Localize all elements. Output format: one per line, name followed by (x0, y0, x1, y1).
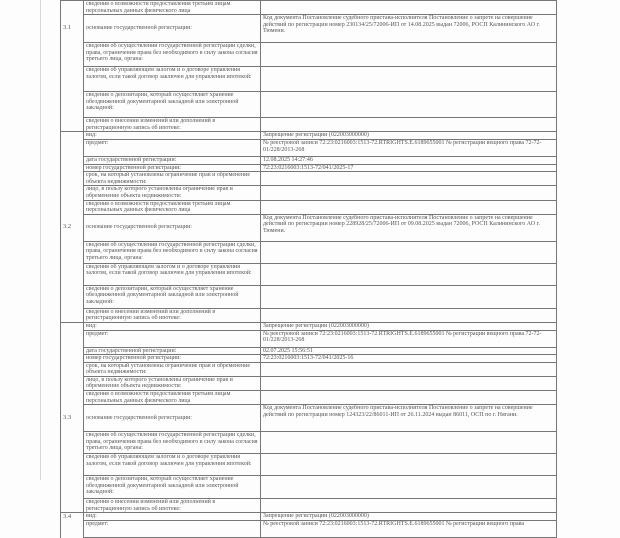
field-label-osnov: основание государственной регистрации: (84, 214, 261, 241)
table-row-nomer (61, 164, 557, 172)
field-value-osush (261, 432, 557, 454)
field-value-osush (261, 43, 557, 67)
field-label-vnes: сведения о внесении изменений или дополнений в регистрационную запись об ипотеке: (84, 499, 261, 513)
field-label-osnov: основание государственной регистрации: (84, 15, 261, 43)
field-label-upr: сведения об управляющем залогом и о договоре управления залогом, если такой договор заключен для управления ипотекой: (84, 263, 261, 285)
field-label-vid: вид: (84, 322, 261, 330)
table-row-vnes (61, 499, 557, 513)
section-number (61, 347, 84, 355)
encumbrance-table (60, 0, 557, 538)
field-label-vnes: сведения о внесении изменений или дополнений в регистрационную запись об ипотеке: (84, 308, 261, 322)
field-value-osush (261, 241, 557, 263)
field-label-depo: сведения о депозитарии, который осуществляет хранение обездвиженной документарной закладной или электронной закладной: (84, 285, 261, 308)
field-value-predmet: № реестровой записи 72:23:0216003:1513-72.RTRIGHTS.E.6189655001 № регистрации вещного права 72-72-01/228/2013-268 (261, 330, 557, 347)
table-row-osush (61, 241, 557, 263)
field-label-upr: сведения об управляющем залогом и о договоре управления залогом, если такой договор заключен для управления ипотекой: (84, 67, 261, 92)
field-value-vid: Запрещение регистрации (022003000000) (261, 132, 557, 140)
field-label-nomer: номер государственной регистрации: (84, 355, 261, 363)
table-row-osnov (61, 405, 557, 432)
table-row-vnes (61, 308, 557, 322)
table-row-vozm (61, 200, 557, 214)
section-number (61, 156, 84, 164)
table-row-predmet (61, 139, 557, 156)
section-number (61, 454, 84, 476)
table-row-osush (61, 43, 557, 67)
table-row-vid (61, 322, 557, 330)
field-label-data: дата государственной регистрации: (84, 156, 261, 164)
field-value-predmet: № реестровой записи 72:23:0216003:1513-72.RTRIGHTS.E.6189655001 № регистрации вещного права (261, 521, 557, 538)
section-number: 3.1 (61, 15, 84, 43)
section-number (61, 376, 84, 390)
field-label-srok: срок, на который установлены ограничение прав и обременение объекта недвижимости: (84, 362, 261, 376)
field-label-vid: вид: (84, 132, 261, 140)
section-number (61, 432, 84, 454)
table-row-srok (61, 172, 557, 186)
field-value-lico (261, 186, 557, 200)
section-number (61, 43, 84, 67)
section-number (61, 132, 84, 140)
field-label-lico: лицо, в пользу которого установлены ограничение прав и обременение объекта недвижимости: (84, 186, 261, 200)
field-label-predmet: предмет: (84, 330, 261, 347)
section-number (61, 330, 84, 347)
section-number (61, 355, 84, 363)
table-row-srok (61, 362, 557, 376)
section-number: 3.2 (61, 214, 84, 241)
section-number (61, 139, 84, 156)
field-value-vozm (261, 391, 557, 405)
section-number (61, 172, 84, 186)
section-number (61, 285, 84, 308)
field-value-vozm (261, 200, 557, 214)
table-row-vozm (61, 1, 557, 15)
field-value-depo (261, 476, 557, 499)
field-label-srok: срок, на который установлены ограничение прав и обременение объекта недвижимости: (84, 172, 261, 186)
section-number (61, 200, 84, 214)
section-number: 3.3 (61, 405, 84, 432)
table-row-lico (61, 186, 557, 200)
table-row-osnov (61, 15, 557, 43)
field-label-vid: вид: (84, 513, 261, 521)
page-edge-line (40, 0, 41, 480)
section-number: 3.4 (61, 513, 84, 521)
section-number (61, 92, 84, 118)
section-number (61, 67, 84, 92)
table-row-data (61, 347, 557, 355)
table-row-lico (61, 376, 557, 390)
section-number (61, 362, 84, 376)
field-value-upr (261, 454, 557, 476)
table-row-depo (61, 285, 557, 308)
field-value-depo (261, 92, 557, 118)
section-number (61, 308, 84, 322)
field-label-data: дата государственной регистрации: (84, 347, 261, 355)
section-number (61, 322, 84, 330)
field-label-depo: сведения о депозитарии, который осуществляет хранение обездвиженной документарной закладной или электронной закладной: (84, 92, 261, 118)
field-value-data: 12.08.2025 14:27:46 (261, 156, 557, 164)
field-value-vid: Запрещение регистрации (022003000000) (261, 513, 557, 521)
field-label-predmet: предмет: (84, 521, 261, 538)
field-label-vnes: сведения о внесении изменений или дополнений в регистрационную запись об ипотеке: (84, 118, 261, 132)
table-row-vid (61, 132, 557, 140)
field-label-nomer: номер государственной регистрации: (84, 164, 261, 172)
field-label-vozm: сведения о возможности предоставления третьим лицам персональных данных физического лица (84, 1, 261, 15)
field-label-osush: сведения об осуществлении государственной регистрации сделки, права, ограничения права без необходимого в силу закона согласия третьего лица, органа: (84, 432, 261, 454)
field-label-lico: лицо, в пользу которого установлены ограничение прав и обременение объекта недвижимости: (84, 376, 261, 390)
table-row-depo (61, 92, 557, 118)
field-label-predmet: предмет: (84, 139, 261, 156)
table-row-upr (61, 454, 557, 476)
table-row-upr (61, 263, 557, 285)
field-value-osnov: Код документа Постановление судебного пристава-исполнителя Постановление о запрете на совершение действий по регистрации номер 124323/22/86011-ИП от 26.11.2024 выдан 86011, ОСП по г. Нягани. (261, 405, 557, 432)
table-row-data (61, 156, 557, 164)
field-label-osnov: основание государственной регистрации: (84, 405, 261, 432)
field-value-upr (261, 263, 557, 285)
field-label-depo: сведения о депозитарии, который осуществляет хранение обездвиженной документарной закладной или электронной закладной: (84, 476, 261, 499)
field-label-osush: сведения об осуществлении государственной регистрации сделки, права, ограничения права без необходимого в силу закона согласия третьего лица, органа: (84, 43, 261, 67)
field-value-upr (261, 67, 557, 92)
field-value-vnes (261, 499, 557, 513)
field-value-osnov: Код документа Постановление судебного пристава-исполнителя Постановление о запрете на совершение действий по регистрации номер 230134/25/72006-ИП от 14.08.2025 выдан 72006, РОСП Калининского АО г. Тюмени. (261, 15, 557, 43)
field-label-osush: сведения об осуществлении государственной регистрации сделки, права, ограничения права без необходимого в силу закона согласия третьего лица, органа: (84, 241, 261, 263)
field-value-depo (261, 285, 557, 308)
field-value-vid: Запрещение регистрации (022003000000) (261, 322, 557, 330)
table-row-osush (61, 432, 557, 454)
field-label-vozm: сведения о возможности предоставления третьим лицам персональных данных физического лица (84, 391, 261, 405)
section-number (61, 186, 84, 200)
field-value-osnov: Код документа Постановление судебного пристава-исполнителя Постановление о запрете на совершение действий по регистрации номер 228928/25/72006-ИП от 09.08.2025 выдан 72006, РОСП Калининского АО г. Тюмени. (261, 214, 557, 241)
section-number (61, 164, 84, 172)
table-row-vid (61, 513, 557, 521)
field-value-srok (261, 172, 557, 186)
table-row-depo (61, 476, 557, 499)
section-number (61, 263, 84, 285)
section-number (61, 476, 84, 499)
section-number (61, 118, 84, 132)
field-value-vnes (261, 308, 557, 322)
section-number (61, 521, 84, 538)
field-value-vnes (261, 118, 557, 132)
table-row-upr (61, 67, 557, 92)
section-number (61, 499, 84, 513)
field-label-vozm: сведения о возможности предоставления третьим лицам персональных данных физического лица (84, 200, 261, 214)
field-value-nomer: 72:23:0216003:1513-72/041/2025-16 (261, 355, 557, 363)
field-value-lico (261, 376, 557, 390)
section-number (61, 1, 84, 15)
field-value-srok (261, 362, 557, 376)
table-row-predmet (61, 330, 557, 347)
field-value-predmet: № реестровой записи 72:23:0216003:1513-72.RTRIGHTS.E.6189655001 № регистрации вещного права 72-72-01/228/2013-268 (261, 139, 557, 156)
field-label-upr: сведения об управляющем залогом и о договоре управления залогом, если такой договор заключен для управления ипотекой: (84, 454, 261, 476)
table-row-vnes (61, 118, 557, 132)
table-row-vozm (61, 391, 557, 405)
table-row-osnov (61, 214, 557, 241)
table-row-nomer (61, 355, 557, 363)
section-number (61, 391, 84, 405)
field-value-vozm (261, 1, 557, 15)
table-row-predmet (61, 521, 557, 538)
section-number (61, 241, 84, 263)
field-value-nomer: 72:23:0216003:1513-72/041/2025-17 (261, 164, 557, 172)
field-value-data: 02.07.2025 15:56:51 (261, 347, 557, 355)
